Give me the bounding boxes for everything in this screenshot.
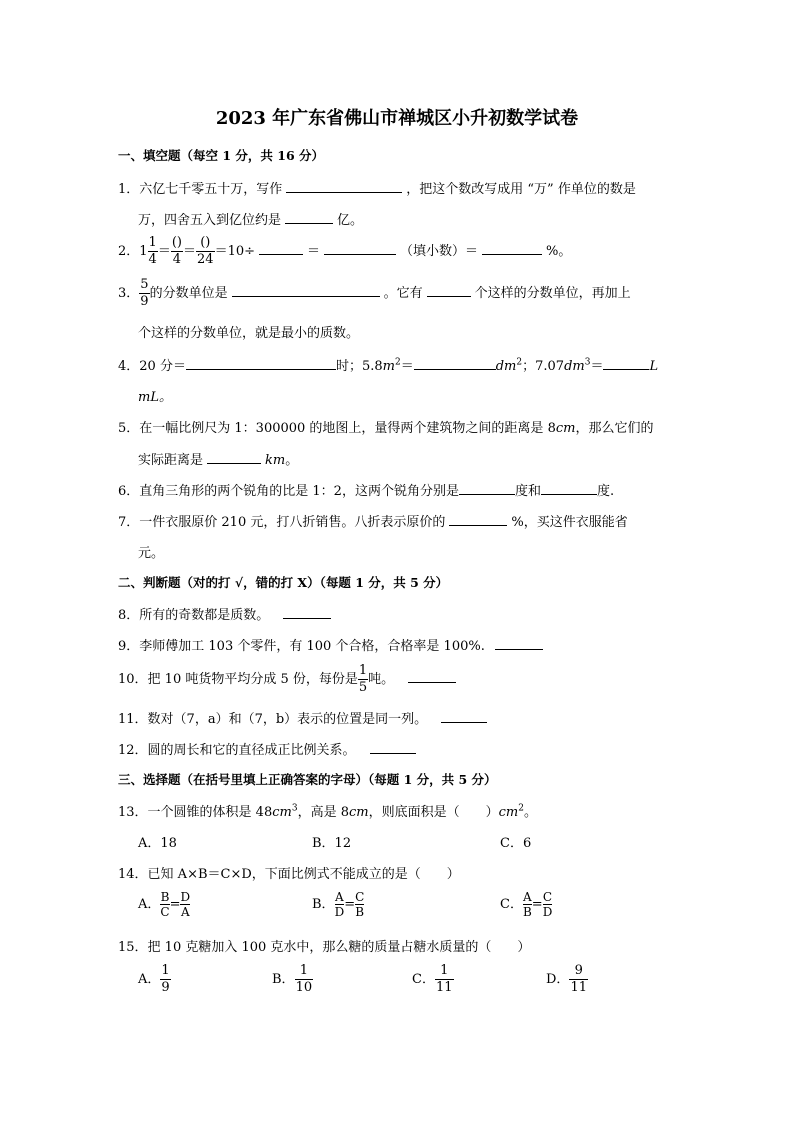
answer-blank[interactable] (459, 480, 515, 495)
option-14-a[interactable]: A． $\frac{B}{C}$ = $\frac{D}{A}$ (138, 890, 191, 919)
fraction: $\frac{5}{9}$ (140, 277, 149, 309)
option-13-c[interactable]: C．6 (500, 836, 532, 851)
answer-blank[interactable] (286, 178, 402, 193)
question-15: 15．把 10 克糖加入 100 克水中，那么糖的质量占糖水质量的（ ） (118, 940, 531, 955)
answer-blank[interactable] (285, 209, 333, 224)
question-5-line2: 实际距离是 km。 (138, 449, 298, 468)
answer-blank[interactable] (427, 282, 471, 297)
answer-blank[interactable] (207, 449, 261, 464)
question-4-line2: mL。 (138, 390, 172, 405)
answer-blank[interactable] (370, 739, 416, 754)
question-10: 10．把 10 吨货物平均分成 5 份，每份是 $\frac{1}{5}$ 吨。 (118, 663, 460, 696)
fraction: $\frac{1}{4}$ (148, 235, 157, 267)
question-7-line2: 元。 (138, 546, 165, 561)
option-13-b[interactable]: B．12 (312, 836, 352, 851)
option-15-b[interactable]: B． $\frac{1}{10}$ (272, 963, 313, 995)
answer-blank[interactable] (324, 240, 396, 255)
option-15-a[interactable]: A． $\frac{1}{9}$ (138, 963, 170, 995)
section-fill-blank: 一、填空题（每空 1 分，共 16 分） (118, 148, 325, 163)
answer-blank[interactable] (482, 240, 542, 255)
fraction: $\frac{1}{5}$ (358, 663, 368, 695)
answer-blank[interactable] (186, 355, 336, 370)
question-4-line1: 4．20 分＝ 时；$5.8m^2= dm^2$；$7.07dm^3= L$ (118, 355, 658, 374)
question-7-line1: 7．一件衣服原价 210 元，打八折销售。八折表示原价的 %，买这件衣服能省 (118, 511, 628, 530)
question-5-line1: 5．在一幅比例尺为 1：300000 的地图上，量得两个建筑物之间的距离是 8cm，那么它们的 (118, 421, 654, 436)
question-1-line2: 万，四舍五入到亿位约是 亿。 (138, 209, 363, 228)
fraction: $\frac{()}{4}$ (171, 235, 182, 267)
answer-blank[interactable] (495, 635, 543, 650)
question-3-line2: 个这样的分数单位，就是最小的质数。 (138, 326, 360, 341)
question-8: 8．所有的奇数都是质数。 (118, 604, 335, 623)
answer-blank[interactable] (259, 240, 303, 255)
answer-blank[interactable] (232, 282, 380, 297)
answer-blank[interactable] (541, 480, 597, 495)
question-11: 11．数对（7，a）和（7，b）表示的位置是同一列。 (118, 708, 491, 727)
answer-blank[interactable] (603, 355, 649, 370)
option-14-c[interactable]: C． $\frac{A}{B}$ = $\frac{C}{D}$ (500, 890, 553, 919)
answer-blank[interactable] (414, 355, 496, 370)
section-multiple-choice: 三、选择题（在括号里填上正确答案的字母）（每题 1 分，共 5 分） (118, 772, 497, 787)
answer-blank[interactable] (283, 604, 331, 619)
option-13-a[interactable]: A．18 (138, 836, 177, 851)
fraction: $\frac{()}{24}$ (197, 235, 214, 267)
question-6: 6．直角三角形的两个锐角的比是 1：2，这两个锐角分别是 度和 度. (118, 480, 614, 499)
question-13: 13．一个圆锥的体积是 $48cm^3$，高是 8cm，则底面积是（ ）$cm^2$。 (118, 803, 537, 820)
question-3-line1: 3． $\frac{5}{9}$ 的分数单位是 。它有 个这样的分数单位，再加上 (118, 277, 631, 309)
section-true-false: 二、判断题（对的打 √，错的打 X）（每题 1 分，共 5 分） (118, 575, 449, 590)
question-1-line1: 1．六亿七千零五十万，写作 ，把这个数改写成用 “万” 作单位的数是 (118, 178, 636, 197)
question-14: 14．已知 A×B＝C×D，下面比例式不能成立的是（ ） (118, 867, 460, 882)
option-15-c[interactable]: C． $\frac{1}{11}$ (412, 963, 453, 995)
answer-blank[interactable] (449, 511, 507, 526)
option-14-b[interactable]: B． $\frac{A}{D}$ = $\frac{C}{B}$ (312, 890, 365, 919)
answer-blank[interactable] (441, 708, 487, 723)
question-9: 9．李师傅加工 103 个零件，有 100 个合格，合格率是 100%. (118, 635, 547, 654)
question-12: 12．圆的周长和它的直径成正比例关系。 (118, 739, 420, 758)
question-2: 2．1 $\frac{1}{4}$ ＝ $\frac{()}{4}$ ＝ $\frac{()}{24}$ ＝10÷ ＝ （填小数）＝ %。 (118, 235, 572, 267)
exam-title: 2023 年广东省佛山市禅城区小升初数学试卷 (215, 108, 579, 129)
answer-blank[interactable] (408, 668, 456, 683)
option-15-d[interactable]: D． $\frac{9}{11}$ (546, 963, 587, 995)
